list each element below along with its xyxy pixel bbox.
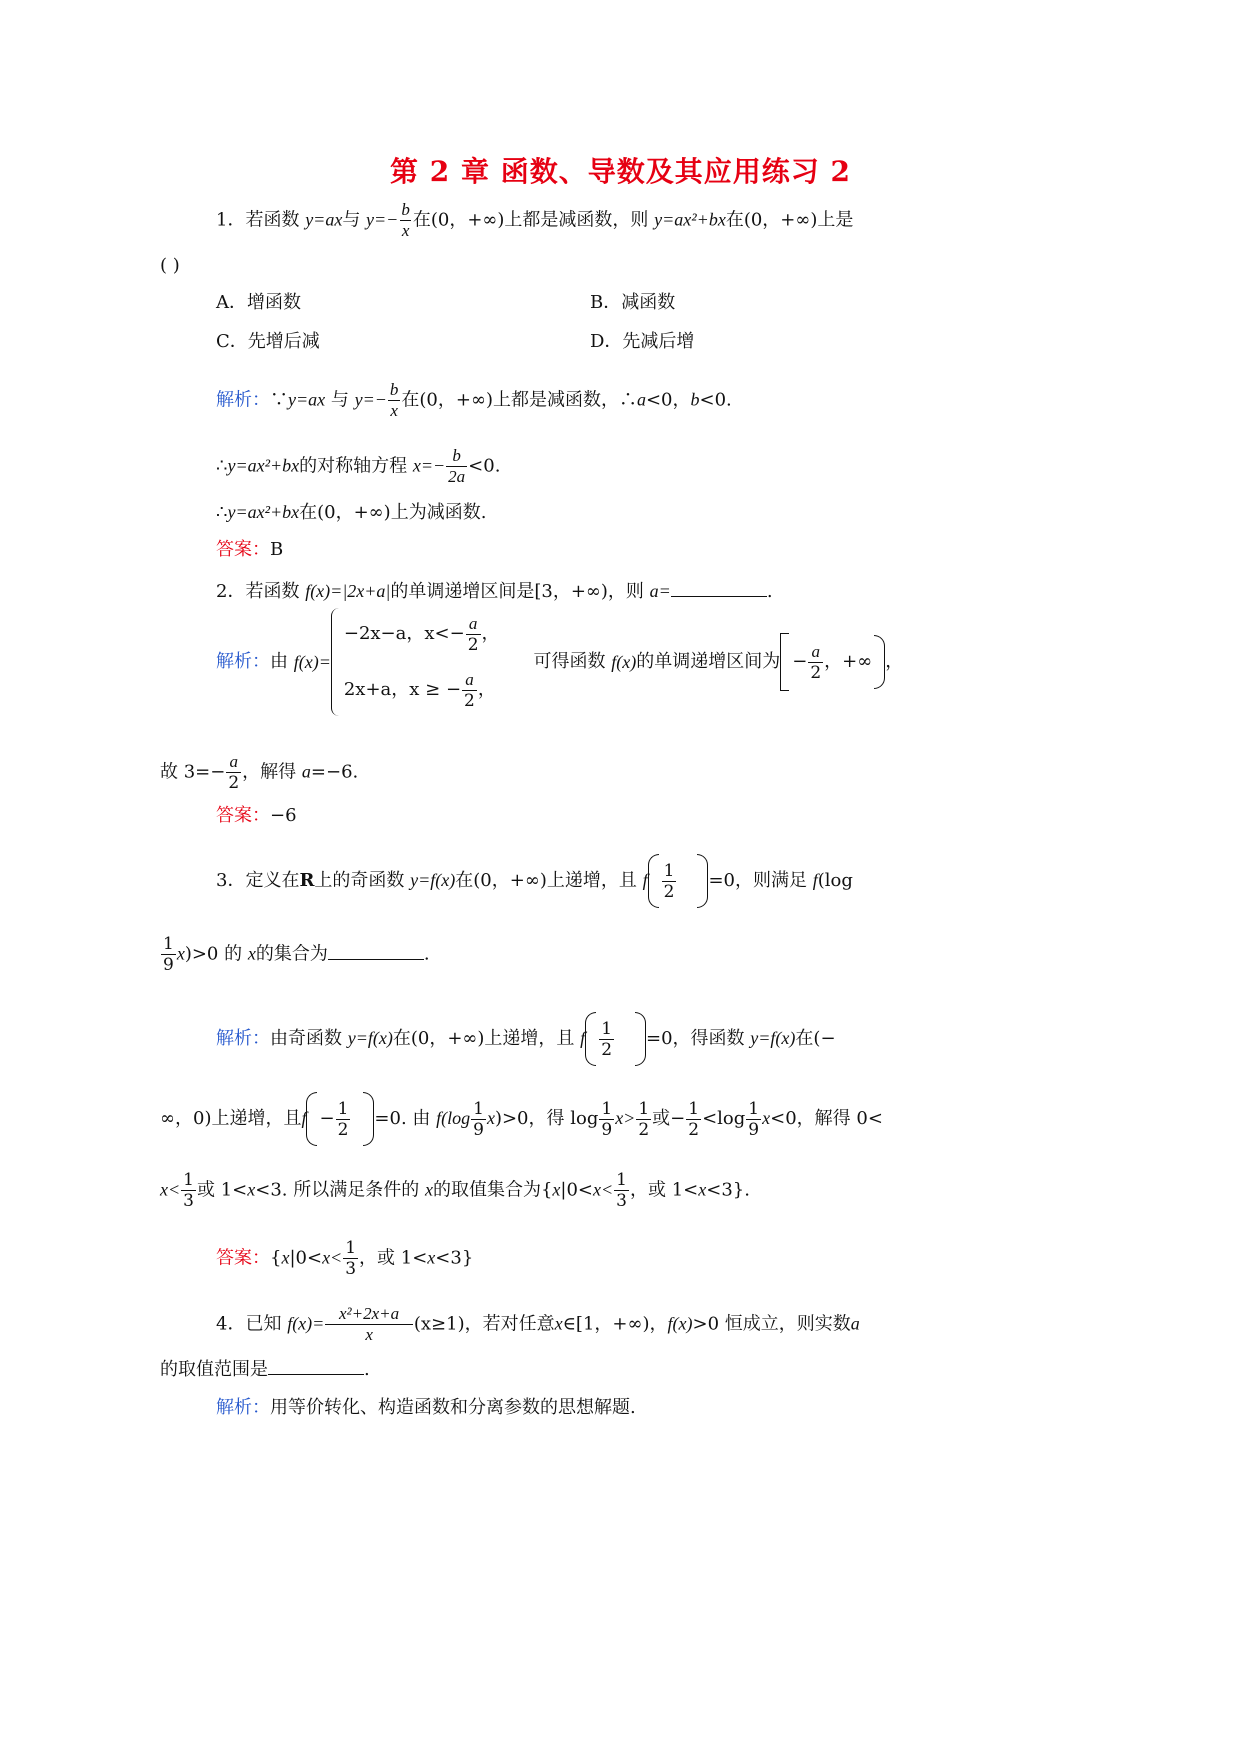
analysis-label: 解析： bbox=[216, 389, 270, 411]
q3-analysis-line1: 解析：由奇函数 y=f(x)在(0，+∞)上递增，且 f $\frac{1}{2}$ =0，得函数 y=f(x)在(− bbox=[216, 1012, 836, 1066]
q3-number: 3． bbox=[216, 870, 246, 891]
q3-answer: 答案：{x|0<x< $\frac{1}{3}$ ，或 1<x<3} bbox=[216, 1238, 474, 1279]
left-paren bbox=[585, 1012, 596, 1066]
fraction: $\frac{1}{3}$ bbox=[345, 1238, 357, 1279]
case-rows bbox=[344, 608, 500, 716]
fraction: $\frac{a}{2}$ bbox=[228, 752, 240, 793]
q1-option-b: B．减函数 bbox=[590, 292, 676, 313]
q3-stem-line1: 3．定义在R上的奇函数 y=f(x)在(0，+∞)上递增，且 f $\frac{1}{2}$ =0，则满足 f(log bbox=[216, 854, 853, 908]
analysis-label: 解析： bbox=[216, 1397, 270, 1418]
fraction: $\frac{1}{2}$ bbox=[663, 860, 675, 902]
fraction: $\frac{a}{2}$ bbox=[467, 613, 479, 655]
fraction: $\frac{\text{x²+2x+a}}{x}$ bbox=[325, 1304, 413, 1345]
right-paren bbox=[363, 1092, 374, 1146]
q4-analysis: 解析：用等价转化、构造函数和分离参数的思想解题. bbox=[216, 1397, 636, 1418]
analysis-label: 解析： bbox=[216, 1028, 270, 1049]
fraction: $\frac{1}{2}$ bbox=[601, 1018, 613, 1060]
fraction: $\frac{1}{3}$ bbox=[616, 1170, 627, 1211]
q2-answer: 答案：−6 bbox=[216, 805, 297, 826]
q1-option-a: A．增函数 bbox=[216, 292, 301, 313]
answer-label: 答案： bbox=[216, 805, 270, 826]
fraction: $\frac{b}{x}$ bbox=[401, 200, 410, 240]
fraction: $\frac{1}{9}$ bbox=[163, 934, 174, 975]
q1-stem: 1．若函数 y=ax与 y=− $\frac{b}{x}$ 在(0，+∞)上都是减函数，则 y=ax²+bx在(0，+∞)上是 bbox=[216, 200, 854, 240]
fill-blank bbox=[328, 941, 424, 960]
fraction: $\frac{1}{2}$ bbox=[688, 1098, 700, 1140]
q2-analysis-line1 bbox=[216, 608, 903, 716]
left-paren bbox=[648, 854, 659, 908]
q1-answer-paren: ( ) bbox=[160, 255, 180, 276]
analysis-label: 解析： bbox=[216, 651, 270, 672]
q3-analysis-line2: ∞，0)上递增，且f − $\frac{1}{2}$ =0. 由 f(log $\frac{1}{9}$ x)>0，得 log $\frac{1}{9}$ x> $\frac{1}{2}$ 或− $\frac{1}{2}$ <log $\frac{1}{9}$ x<0，解得 0< bbox=[160, 1092, 883, 1146]
q2-analysis-line2: 故 3=− $\frac{a}{2}$ ，解得 a=−6. bbox=[160, 752, 359, 793]
fraction: $\frac{b}{2a}$ bbox=[448, 446, 466, 486]
right-paren bbox=[697, 854, 708, 908]
fraction: $\frac{1}{2}$ bbox=[337, 1098, 349, 1140]
q2-number: 2． bbox=[216, 581, 246, 602]
q4-stem-line2: 的取值范围是 . bbox=[160, 1356, 370, 1382]
fraction: $\frac{a}{2}$ bbox=[810, 641, 822, 683]
q1-option-d: D．先减后增 bbox=[590, 331, 695, 352]
fraction: $\frac{1}{3}$ bbox=[183, 1170, 194, 1211]
case-row: −2x−a，x<− $\frac{a}{2}$ ， bbox=[343, 613, 500, 655]
q4-number: 4． bbox=[216, 1313, 246, 1335]
page-title: 第 2 章 函数、导数及其应用练习 2 bbox=[390, 155, 851, 188]
case-row: 2x+a，x ≥ − $\frac{a}{2}$ ， bbox=[343, 669, 496, 711]
fraction: $\frac{1}{9}$ bbox=[601, 1098, 613, 1140]
fill-blank bbox=[671, 578, 767, 597]
fraction: $\frac{1}{9}$ bbox=[748, 1098, 760, 1140]
left-bracket bbox=[780, 633, 789, 691]
fraction: $\frac{1}{9}$ bbox=[473, 1098, 484, 1140]
q1-answer: 答案：B bbox=[216, 539, 284, 560]
left-paren bbox=[306, 1092, 317, 1146]
q1-analysis-line3: ∴y=ax²+bx在(0，+∞)上为减函数. bbox=[216, 502, 487, 523]
q1-analysis-line2: ∴y=ax²+bx的对称轴方程 x=− $\frac{b}{2a}$ <0. bbox=[216, 446, 501, 486]
q2-stem: 2．若函数 f(x)=|2x+a|的单调递增区间是[3，+∞)，则 a= . bbox=[216, 578, 773, 604]
piecewise-cases bbox=[331, 608, 500, 716]
right-paren bbox=[874, 635, 885, 689]
q1-option-c: C．先增后减 bbox=[216, 331, 320, 352]
fraction: $\frac{1}{2}$ bbox=[638, 1098, 650, 1140]
answer-label: 答案： bbox=[216, 539, 270, 560]
q1-number: 1． bbox=[216, 209, 246, 231]
q1-analysis-line1: 解析：∵y=ax 与 y=− $\frac{b}{x}$ 在(0，+∞)上都是减函数，∴a<0，b<0. bbox=[216, 380, 732, 420]
fill-blank bbox=[268, 1356, 364, 1375]
fraction: $\frac{b}{x}$ bbox=[389, 380, 399, 420]
answer-label: 答案： bbox=[216, 1247, 270, 1269]
q3-analysis-line3: x< $\frac{1}{3}$ 或 1<x<3. 所以满足条件的 x的取值集合为{x|0<x< $\frac{1}{3}$ ，或 1<x<3}. bbox=[160, 1170, 750, 1211]
fraction: $\frac{a}{2}$ bbox=[464, 669, 475, 711]
q3-stem-line2: $\frac{1}{9}$ x)>0 的 x的集合为 . bbox=[163, 934, 430, 975]
right-paren bbox=[635, 1012, 646, 1066]
q2-analysis-row: 解析： 由 f(x)= −2x−a，x<− $\frac{a}{2}$ ， 2x+a，x ≥ − $\frac{a}{2}$ ， 可得函数 f(x) 的单调递增区间为 − $\frac{a}{2}$ ，+∞ ， bbox=[216, 608, 903, 716]
q4-stem-line1: 4．已知 f(x)= $\frac{\text{x²+2x+a}}{x}$ (x≥1)，若对任意x∈[1，+∞)，f(x)>0 恒成立，则实数a bbox=[216, 1304, 860, 1344]
left-brace bbox=[331, 608, 340, 716]
